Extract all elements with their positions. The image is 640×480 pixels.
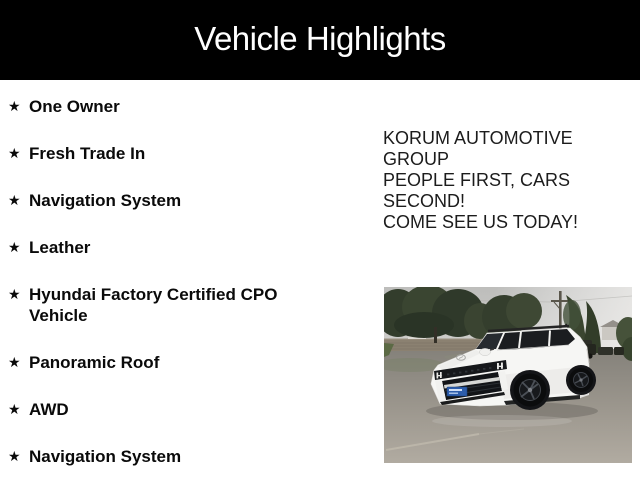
rear-wheel xyxy=(569,368,593,392)
list-item xyxy=(8,399,319,420)
vehicle-photo-image xyxy=(384,287,632,463)
list-item xyxy=(8,352,319,373)
list-item-label: Hyundai Factory Certified CPO Vehicle xyxy=(29,285,278,325)
list-item-label: AWD xyxy=(29,400,69,419)
license-plate xyxy=(447,387,467,396)
list-item-label: Fresh Trade In xyxy=(29,144,146,163)
star-bullet-icon: ★ xyxy=(8,448,21,464)
dealer-message xyxy=(383,128,601,233)
dealer-message-line: KORUM AUTOMOTIVE GROUP xyxy=(383,128,573,169)
page-title: Vehicle Highlights xyxy=(194,20,446,57)
dealer-message-line: COME SEE US TODAY! xyxy=(383,212,579,232)
star-bullet-icon: ★ xyxy=(8,286,21,302)
list-item xyxy=(8,237,319,258)
list-item-label: Navigation System xyxy=(29,447,182,466)
list-item-label: Leather xyxy=(29,238,91,257)
star-bullet-icon: ★ xyxy=(8,192,21,208)
highlights-list xyxy=(8,96,319,480)
list-item xyxy=(8,96,319,117)
list-item xyxy=(8,190,319,211)
list-item-label: Panoramic Roof xyxy=(29,353,160,372)
front-wheel xyxy=(514,374,547,407)
list-item-label: Navigation System xyxy=(29,191,182,210)
list-item-label: One Owner xyxy=(29,97,120,116)
star-bullet-icon: ★ xyxy=(8,401,21,417)
star-bullet-icon: ★ xyxy=(8,354,21,370)
vehicle-photo xyxy=(384,287,632,463)
star-bullet-icon: ★ xyxy=(8,98,21,114)
star-bullet-icon: ★ xyxy=(8,145,21,161)
list-item xyxy=(8,446,319,467)
list-item xyxy=(8,284,319,326)
dealer-message-line: PEOPLE FIRST, CARS SECOND! xyxy=(383,170,571,211)
star-bullet-icon: ★ xyxy=(8,239,21,255)
header-bar xyxy=(0,0,640,80)
list-item xyxy=(8,143,319,164)
